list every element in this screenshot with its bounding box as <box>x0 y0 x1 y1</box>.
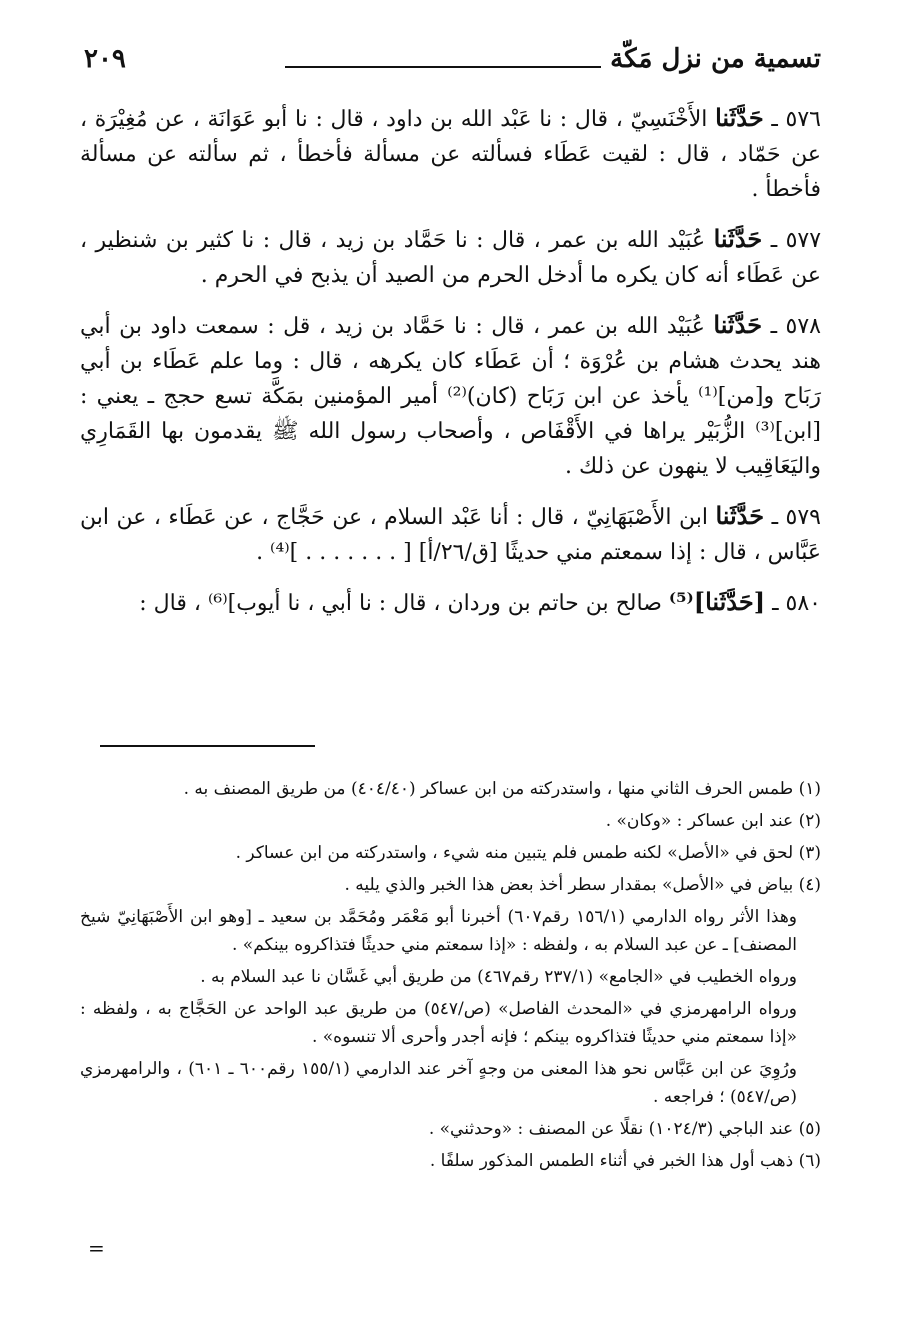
footnotes <box>80 775 821 1179</box>
entry-keyword: [حَدَّثَنا]⁽⁵⁾ <box>668 587 766 616</box>
hadith-entry <box>80 584 821 621</box>
entry-keyword: حَدَّثَنا <box>713 310 763 339</box>
entry-text: الأَخْنَسِيّ ، قال : نا عَبْد الله بن داود ، قال : نا أبو عَوَانَة ، عن مُغِيْرَة ، عن حَمّاد ، قال : لقيت عَطَاء فسألته عن مسألة فأخطأ ، ثم سألته عن مسألة فأخطأ . <box>80 107 821 202</box>
entry-text: صالح بن حاتم بن وردان ، قال : نا أبي ، نا أيوب]⁽⁶⁾ ، قال : <box>139 591 662 616</box>
page-header <box>80 40 821 84</box>
footnote-continuation: ورُوِيَ عن ابن عَبَّاس نحو هذا المعنى من وجهٍ آخر عند الدارمي (١٥٥/١ رقم٦٠٠ ـ ٦٠١) ، والرامهرمزي (ص/٥٤٧) ؛ فراجعه . <box>80 1059 797 1107</box>
footnote: (٣) لحق في «الأصل» لكنه طمس فلم يتبين منه شيء ، واستدركته من ابن عساكر . <box>235 843 821 863</box>
footnote-rule <box>100 745 315 747</box>
footnote-continuation: ورواه الخطيب في «الجامع» (٢٣٧/١ رقم٤٦٧) من طريق أبي غَسَّان نا عبد السلام به . <box>200 967 797 987</box>
page-number: ٢٠٩ <box>84 44 126 74</box>
entry-number: ٥٧٩ ـ <box>771 505 821 530</box>
footnote: (٦) ذهب أول هذا الخبر في أثناء الطمس المذكور سلفًا . <box>429 1151 821 1171</box>
footnote: (١) طمس الحرف الثاني منها ، واستدركته من ابن عساكر (٤٠٤/٤٠) من طريق المصنف به . <box>183 779 821 799</box>
footnote-continuation: وهذا الأثر رواه الدارمي (١٥٦/١ رقم٦٠٧) أخبرنا أبو مَعْمَر ومُحَمَّد بن سعيد ـ [وهو ابن الأَصْبَهَانِيّ شيخ المصنف] ـ عن عبد السلام به ، ولفظه : «إذا سمعتم مني حديثًا فتذاكروه بينكم» . <box>80 907 798 955</box>
entry-keyword: حَدَّثَنا <box>713 224 763 253</box>
entry-text: عُبَيْد الله بن عمر ، قال : نا حَمَّاد بن زيد ، قل : سمعت داود بن أبي هند يحدث هشام بن عُرْوَة ؛ أن عَطَاء كان يكرهه ، قال : وما علم عَطَاء بن أبي رَبَاح و[من]⁽¹⁾ يأخذ عن ابن رَبَاح (كان)⁽²⁾ أمير المؤمنين بمَكَّة تسع حجج ـ يعني : [ابن]⁽³⁾ الزُّبَيْر يراها في الأَقْفَاص ، وأصحاب رسول الله ﷺ يقدمون بها القَمَارِي واليَعَاقِيب لا ينهون عن ذلك . <box>80 314 821 479</box>
main-text <box>80 100 821 635</box>
entry-keyword: حَدَّثَنا <box>715 103 764 132</box>
footnote-continuation: ورواه الرامهرمزي في «المحدث الفاصل» (ص/٥٤٧) من طريق عبد الواحد عن الحَجَّاج به ، ولفظه : «إذا سمعتم مني حديثًا فتذاكروه بينكم ؛ فإنه أجدر وأحرى ألا تنسوه» . <box>80 999 797 1047</box>
footnote: (٤) بياض في «الأصل» بمقدار سطر أخذ بعض هذا الخبر والذي يليه . <box>344 875 821 895</box>
continuation-mark: = <box>88 1236 105 1260</box>
entry-number: ٥٧٨ ـ <box>770 314 821 339</box>
footnote: (٥) عند الباجي (١٠٢٤/٣) نقلًا عن المصنف : «وحدثني» . <box>428 1119 821 1139</box>
hadith-entry <box>80 100 821 207</box>
entry-number: ٥٨٠ ـ <box>772 591 821 616</box>
entry-number: ٥٧٦ ـ <box>771 107 821 132</box>
running-title: تسمية من نزل مَكّة <box>610 44 821 74</box>
entry-number: ٥٧٧ ـ <box>770 228 822 253</box>
entry-keyword: حَدَّثَنا <box>715 501 765 530</box>
entry-text: ابن الأَصْبَهَانِيّ ، قال : أنا عَبْد السلام ، عن حَجَّاج ، عن عَطَاء ، عن ابن عَبَّاس ، قال : إذا سمعتم مني حديثًا [ق/٢٦/أ] [ . . . . . . . ]⁽⁴⁾ . <box>80 505 821 565</box>
hadith-entry <box>80 221 821 293</box>
footnote: (٢) عند ابن عساكر : «وكان» . <box>605 811 821 831</box>
header-rule <box>285 66 601 68</box>
hadith-entry <box>80 498 821 570</box>
hadith-entry <box>80 307 821 484</box>
entry-text: عُبَيْد الله بن عمر ، قال : نا حَمَّاد بن زيد ، قال : نا كثير بن شنظير ، عن عَطَاء أنه كان يكره ما أدخل الحرم من الصيد أن يذبح في الحرم . <box>80 228 821 288</box>
